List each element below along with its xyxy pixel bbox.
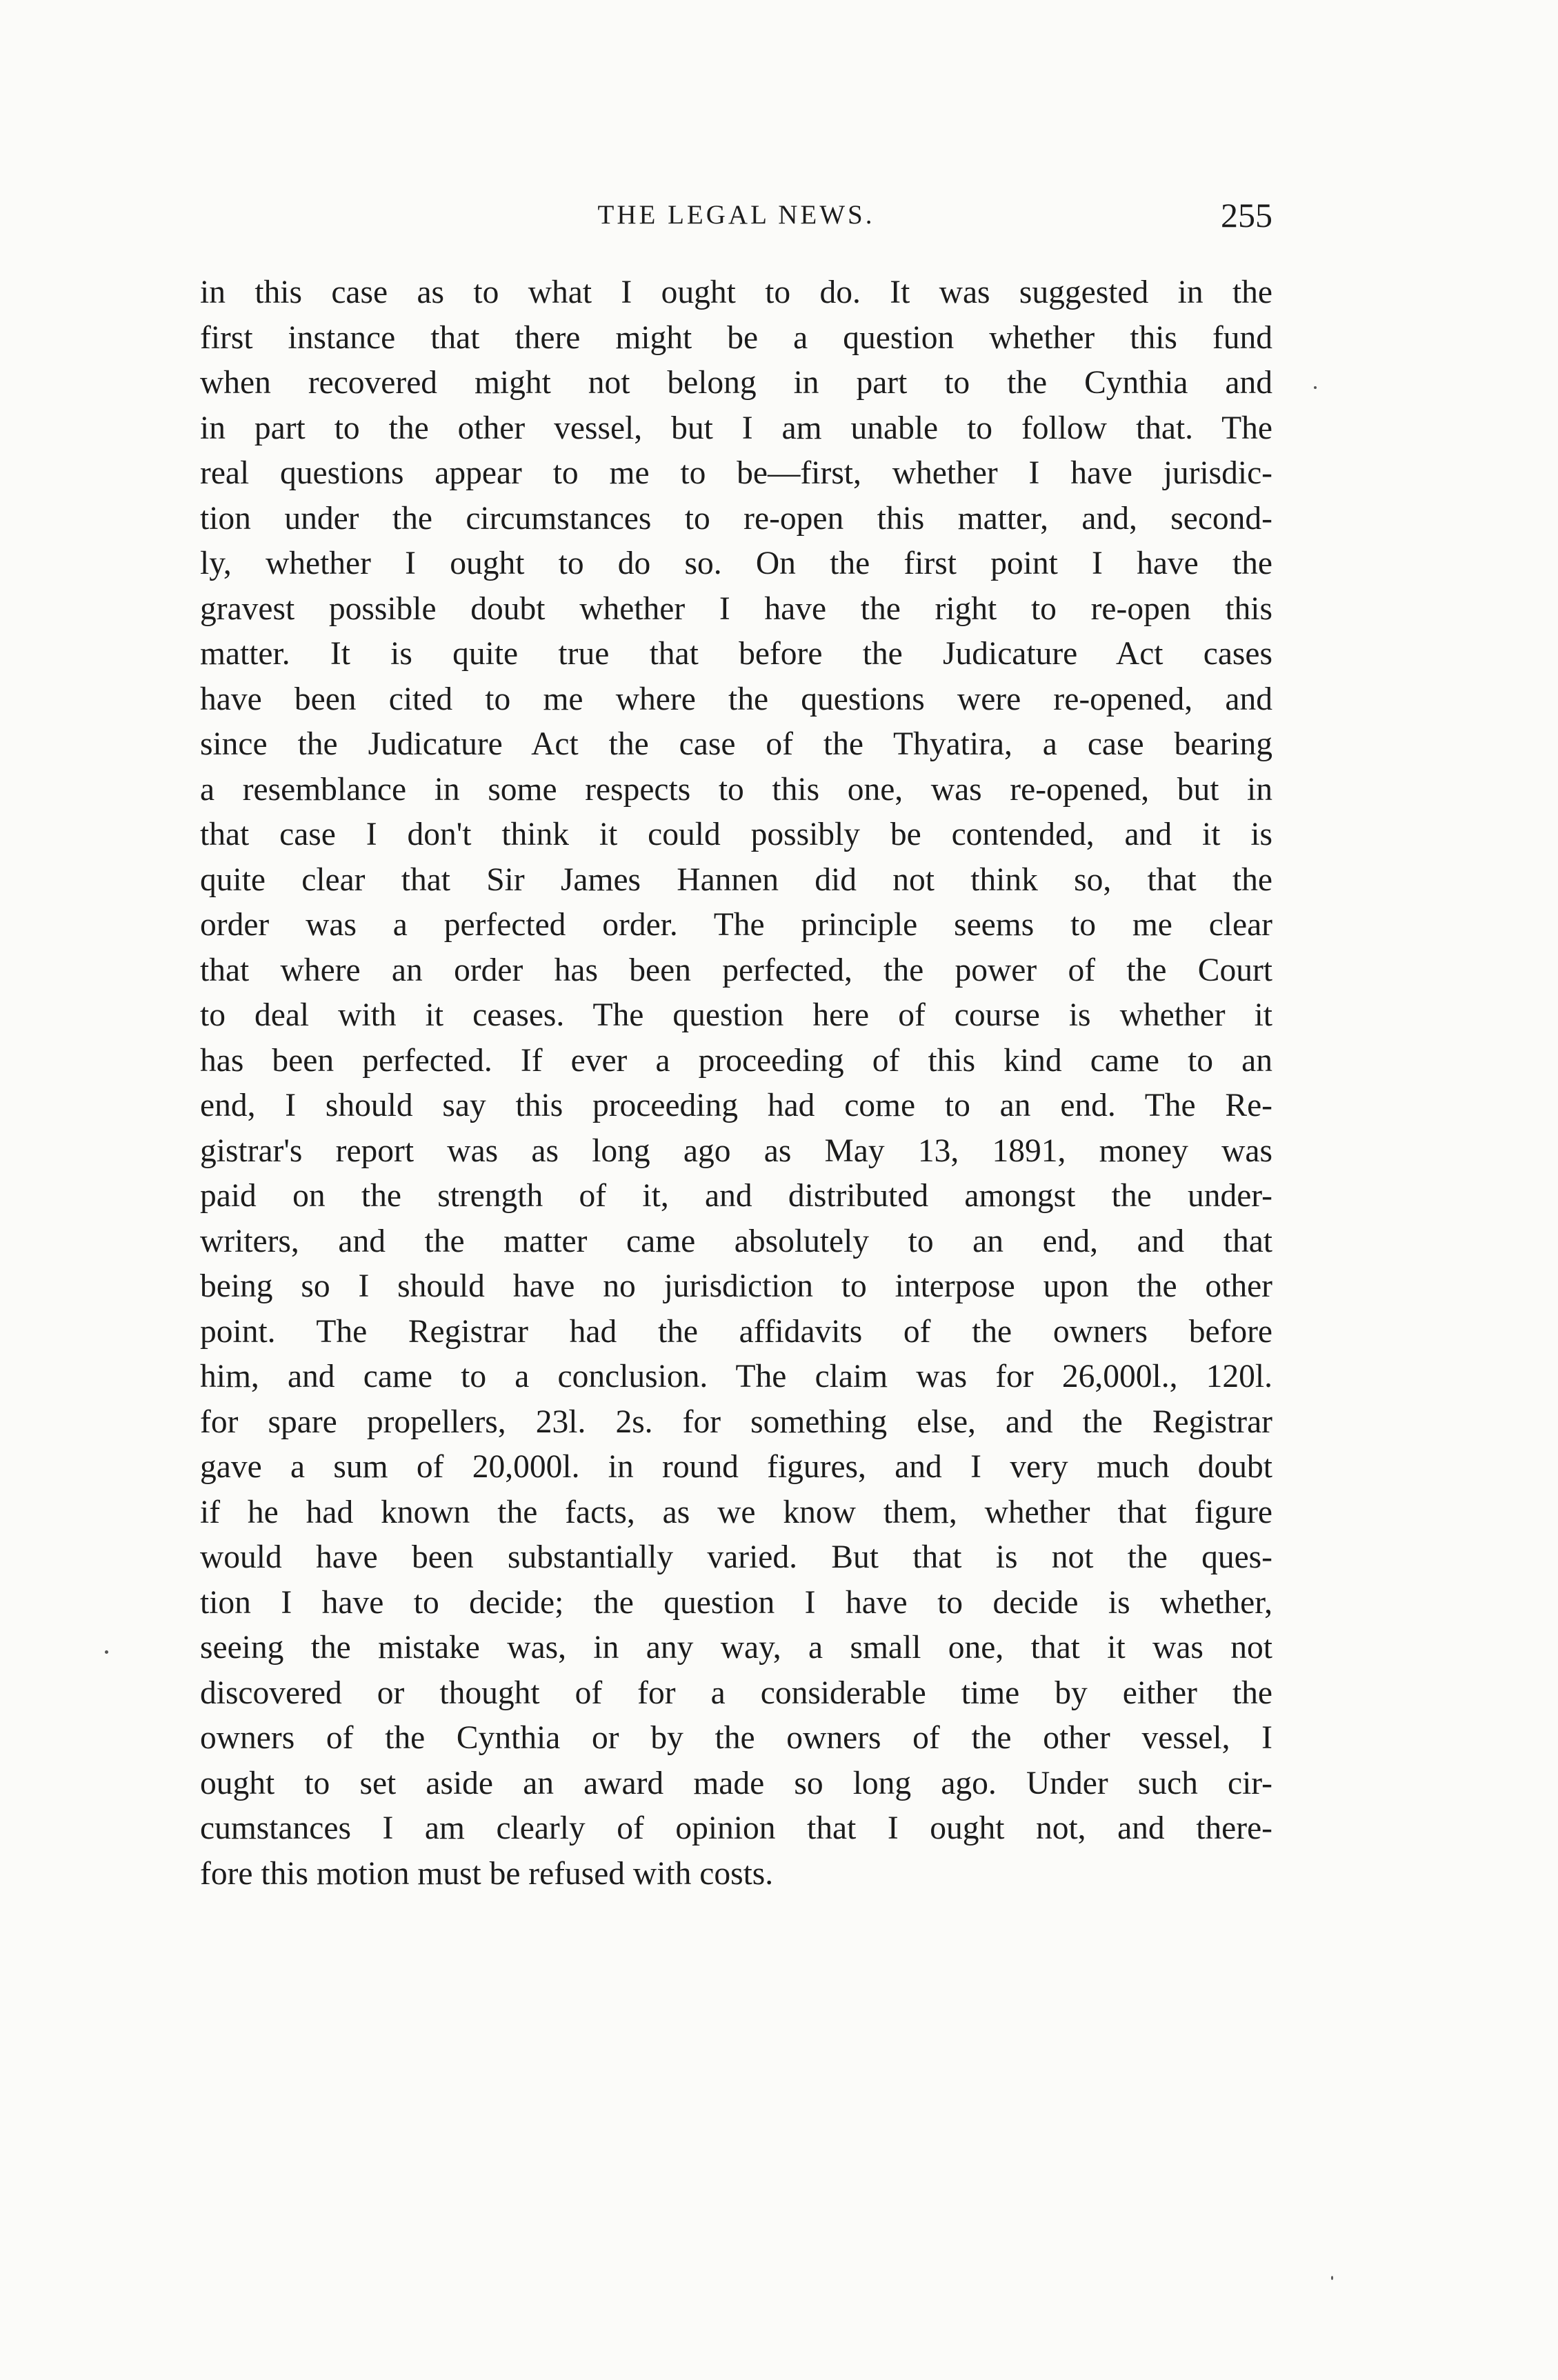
text-line: in part to the other vessel, but I am unable to follow that. The xyxy=(200,410,1272,446)
text-line-last: fore this motion must be refused with costs. xyxy=(200,1855,774,1892)
journal-title: THE LEGAL NEWS. xyxy=(597,200,875,230)
text-line: ought to set aside an award made so long ago. Under such cir- xyxy=(200,1765,1272,1801)
text-line: first instance that there might be a question whether this fund xyxy=(200,319,1272,356)
text-line: order was a perfected order. The principle seems to me clear xyxy=(200,907,1272,943)
text-line: would have been substantially varied. But that is not the ques- xyxy=(200,1539,1272,1575)
text-line: real questions appear to me to be—first, whether I have jurisdic- xyxy=(200,455,1272,491)
text-line: that where an order has been perfected, the power of the Court xyxy=(200,952,1272,988)
text-line: matter. It is quite true that before the Judicature Act cases xyxy=(200,636,1272,672)
text-line: cumstances I am clearly of opinion that I ought not, and there- xyxy=(200,1810,1272,1846)
text-line: him, and came to a conclusion. The claim was for 26,000l., 120l. xyxy=(200,1359,1272,1394)
body-text xyxy=(200,270,1272,1897)
text-line: have been cited to me where the questions were re-opened, and xyxy=(200,681,1272,717)
text-line: point. The Registrar had the affidavits of the owners before xyxy=(200,1313,1272,1350)
text-line: if he had known the facts, as we know them, whether that figure xyxy=(200,1494,1272,1530)
text-line: ly, whether I ought to do so. On the first point I have the xyxy=(200,546,1272,581)
scan-speck xyxy=(105,1650,108,1654)
running-head xyxy=(200,194,1272,243)
scan-speck xyxy=(1314,386,1317,389)
scan-speck xyxy=(1331,2276,1333,2280)
text-line: tion I have to decide; the question I have to decide is whether, xyxy=(200,1584,1272,1621)
text-line: for spare propellers, 23l. 2s. for something else, and the Registrar xyxy=(200,1403,1272,1440)
text-line: tion under the circumstances to re-open this matter, and, second- xyxy=(200,500,1272,537)
text-line: seeing the mistake was, in any way, a small one, that it was not xyxy=(200,1630,1272,1666)
text-line: paid on the strength of it, and distributed amongst the under- xyxy=(200,1178,1272,1214)
text-line: gave a sum of 20,000l. in round figures, and I very much doubt xyxy=(200,1449,1272,1485)
text-line: to deal with it ceases. The question here of course is whether it xyxy=(200,997,1272,1033)
text-line: a resemblance in some respects to this one, was re-opened, but in xyxy=(200,771,1272,808)
text-line: gistrar's report was as long ago as May 13, 1891, money was xyxy=(200,1132,1272,1169)
text-line: writers, and the matter came absolutely to an end, and that xyxy=(200,1223,1272,1259)
text-line: that case I don't think it could possibly be contended, and it is xyxy=(200,817,1272,852)
text-line: discovered or thought of for a considerable time by either the xyxy=(200,1674,1272,1711)
text-line: owners of the Cynthia or by the owners of the other vessel, I xyxy=(200,1720,1272,1756)
text-line: end, I should say this proceeding had come to an end. The Re- xyxy=(200,1088,1272,1123)
text-line: in this case as to what I ought to do. It was suggested in the xyxy=(200,274,1272,310)
text-line: gravest possible doubt whether I have the right to re-open this xyxy=(200,590,1272,627)
text-line: when recovered might not belong in part to the Cynthia and xyxy=(200,365,1272,401)
text-line: quite clear that Sir James Hannen did not think so, that the xyxy=(200,861,1272,898)
text-line: since the Judicature Act the case of the Thyatira, a case bearing xyxy=(200,726,1272,762)
text-line: being so I should have no jurisdiction to interpose upon the other xyxy=(200,1268,1272,1304)
page-number: 255 xyxy=(1221,196,1272,234)
text-line: has been perfected. If ever a proceeding of this kind came to an xyxy=(200,1042,1272,1079)
